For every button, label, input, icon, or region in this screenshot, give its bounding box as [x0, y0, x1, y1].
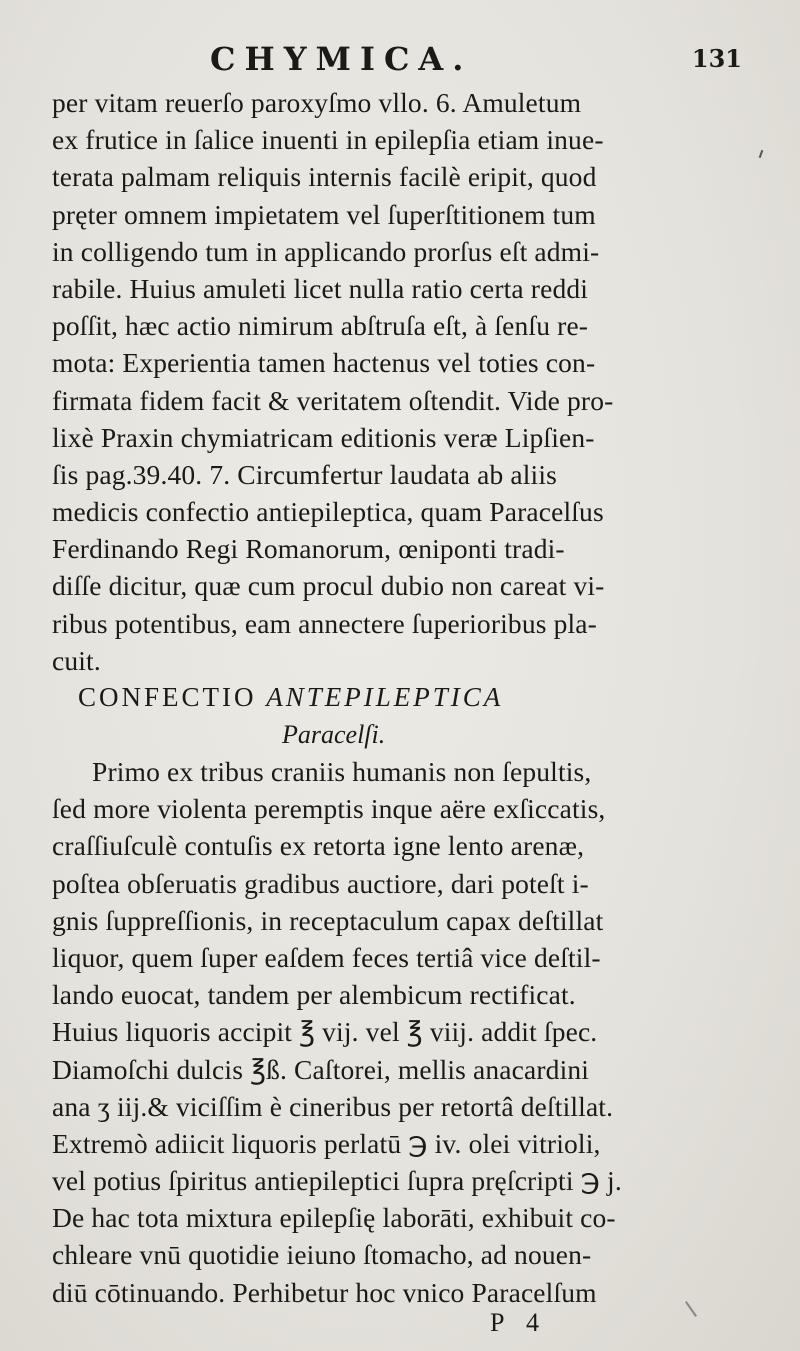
heading-italic: ANTEPILEPTICA [266, 682, 504, 712]
text-line: liquor, quem ſuper eaſdem feces tertiâ vice deſtil- [52, 941, 601, 973]
text-line: lixè Praxin chymiatricam editionis veræ Lipſien- [52, 421, 595, 453]
section-heading [78, 679, 772, 716]
text-line: vel potius ſpiritus antiepileptici ſupra pręſcripti ℈ j. [52, 1165, 622, 1197]
text-line: ex frutice in ſalice inuenti in epilepſia etiam inue- [52, 124, 604, 156]
text-line: ſed more violenta peremptis inque aëre exſiccatis, [52, 793, 606, 825]
text-line: pręter omnem impietatem vel ſuperſtitionem tum [52, 198, 596, 230]
page-number: 131 [691, 44, 742, 73]
page-header [70, 40, 750, 90]
text-line: lando euocat, tandem per alembicum rectificat. [52, 979, 576, 1011]
text-line: ſis pag.39.40. 7. Circumfertur laudata ab aliis [52, 458, 557, 490]
running-title: CHYMICA. [210, 40, 473, 78]
text-line: diſſe dicitur, quæ cum procul dubio non careat vi- [52, 570, 605, 602]
text-line: Primo ex tribus craniis humanis non ſepultis, [92, 756, 592, 787]
text-line: chleare vnū quotidie ieiuno ſtomacho, ad nouen- [52, 1239, 592, 1271]
text-line: terata palmam reliquis internis facilè eripit, quod [52, 161, 597, 193]
text-line: mota: Experientia tamen hactenus vel toties con- [52, 347, 596, 379]
section-subheading: Paracelſi. [282, 720, 386, 749]
text-line: De hac tota mixtura epilepſię laborāti, exhibuit co- [52, 1202, 616, 1234]
text-line: poſſit, hæc actio nimirum abſtruſa eſt, à ſenſu re- [52, 310, 589, 342]
text-line: firmata fidem facit & veritatem oſtendit. Vide pro- [52, 384, 614, 416]
text-line: Diamoſchi dulcis ℥ß. Caſtorei, mellis anacardini [52, 1053, 590, 1085]
text-line: diū cōtinuando. Perhibetur hoc vnico Paracelſum [52, 1276, 597, 1308]
text-line: craſſiuſculè contuſis ex retorta igne lento arenæ, [52, 830, 585, 862]
text-line: rabile. Huius amuleti licet nulla ratio certa reddi [52, 272, 589, 304]
body-text [52, 84, 772, 1311]
text-line: per vitam reuerſo paroxyſmo vllo. 6. Amuletum [52, 87, 582, 118]
text-line: gnis ſuppreſſionis, in receptaculum capax deſtillat [52, 904, 604, 936]
text-line: poſtea obſeruatis gradibus auctiore, dari poteſt i- [52, 867, 589, 899]
text-line: Extremò adiicit liquoris perlatū ℈ iv. olei vitrioli, [52, 1127, 601, 1159]
text-line: cuit. [52, 644, 101, 676]
text-line: Ferdinando Regi Romanorum, œniponti tradi- [52, 533, 565, 565]
text-line: ribus potentibus, eam annectere ſuperioribus pla- [52, 607, 597, 639]
text-line: in colligendo tum in applicando prorſus eſt admi- [52, 235, 600, 267]
signature-mark: P 4 [490, 1308, 547, 1337]
text-line: ana ʒ iij.& viciſſim è cineribus per retortâ deſtillat. [52, 1090, 614, 1122]
heading-plain: CONFECTIO [78, 682, 257, 712]
text-line: medicis confectio antiepileptica, quam Paracelſus [52, 496, 604, 528]
text-line: Huius liquoris accipit ℥ vij. vel ℥ viij. addit ſpec. [52, 1016, 598, 1048]
